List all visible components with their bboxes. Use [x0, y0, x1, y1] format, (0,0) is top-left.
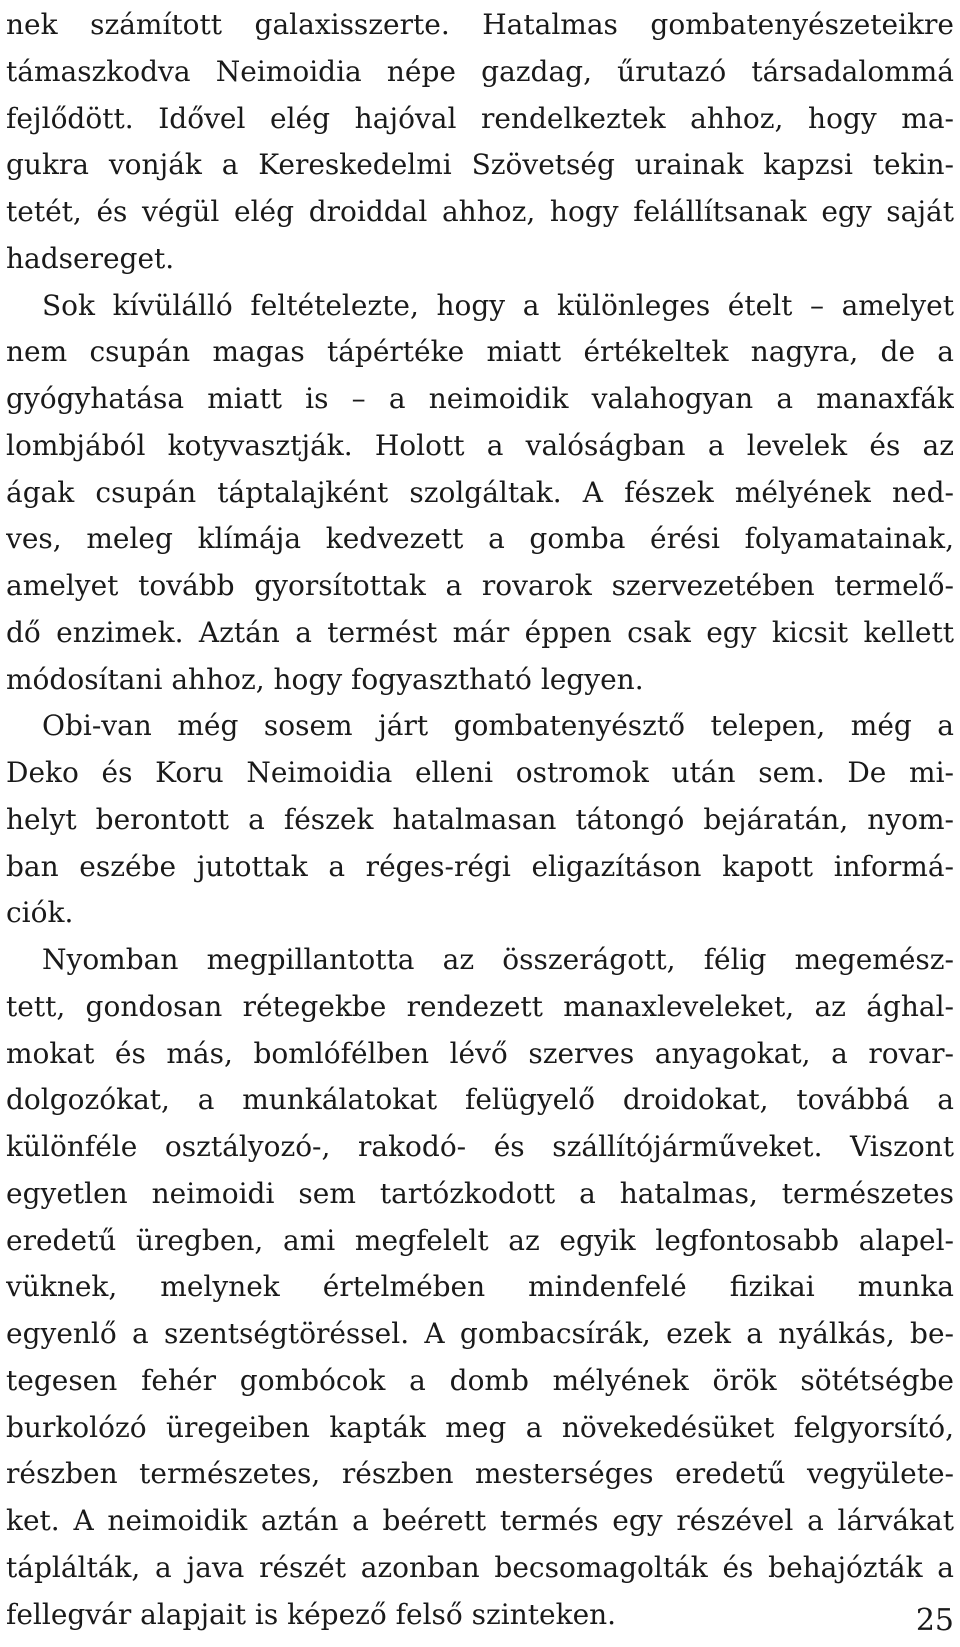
text-line: vüknek, melynek értelmében mindenfelé fizikai munka — [6, 1270, 954, 1304]
text-line: gyógyhatása miatt is – a neimoidik valahogyan a manaxfák — [6, 382, 954, 415]
text-line: Obi-van még sosem járt gombatenyésztő telepen, még a — [42, 709, 954, 743]
text-line: ves, meleg klímája kedvezett a gomba érési folyamatainak, — [6, 522, 954, 556]
text-line: dő enzimek. Aztán a termést már éppen csak egy kicsit kellett — [6, 615, 954, 649]
text-line: egyenlő a szentségtöréssel. A gombacsírák, ezek a nyálkás, be- — [6, 1317, 954, 1350]
text-line: fejlődött. Idővel elég hajóval rendelkeztek ahhoz, hogy ma- — [6, 101, 954, 135]
text-line: dolgozókat, a munkálatokat felügyelő droidokat, továbbá a — [6, 1083, 954, 1117]
page-number: 25 — [915, 1603, 954, 1638]
text-line: ciók. — [6, 896, 74, 930]
text-line: ágak csupán táptalajként szolgáltak. A fészek mélyének ned- — [6, 475, 954, 509]
text-line: nem csupán magas tápértéke miatt értékeltek nagyra, de a — [6, 335, 954, 369]
text-line: tett, gondosan rétegekbe rendezett manaxleveleket, az ághal- — [6, 989, 954, 1023]
text-line: táplálták, a java részét azonban becsomagolták és behajózták a — [6, 1550, 954, 1584]
text-line: ket. A neimoidik aztán a beérett termés egy részével a lárvákat — [6, 1504, 954, 1537]
text-line: támaszkodva Neimoidia népe gazdag, űrutazó társadalommá — [6, 54, 954, 88]
text-line: Deko és Koru Neimoidia elleni ostromok után sem. De mi- — [6, 756, 954, 789]
body-text — [6, 2, 954, 1638]
text-line: tetét, és végül elég droiddal ahhoz, hogy felállítsanak egy saját — [6, 195, 954, 228]
text-line: helyt berontott a fészek hatalmasan tátongó bejáratán, nyom- — [6, 802, 954, 836]
text-line: fellegvár alapjait is képező felső szinteken. — [6, 1597, 617, 1631]
text-line: módosítani ahhoz, hogy fogyasztható legyen. — [6, 662, 644, 696]
text-line: egyetlen neimoidi sem tartózkodott a hatalmas, természetes — [6, 1176, 954, 1210]
text-line: gukra vonják a Kereskedelmi Szövetség urainak kapzsi tekin- — [6, 148, 954, 182]
text-line: burkolózó üregeiben kapták meg a növekedésüket felgyorsító, — [6, 1410, 954, 1444]
text-line: tegesen fehér gombócok a domb mélyének örök sötétségbe — [6, 1363, 954, 1397]
text-line: Nyomban megpillantotta az összerágott, félig megemész- — [42, 943, 954, 976]
text-line: nek számított galaxisszerte. Hatalmas gombatenyészeteikre — [6, 8, 954, 41]
text-line: Sok kívülálló feltételezte, hogy a különleges ételt – amelyet — [42, 288, 954, 322]
text-line: mokat és más, bomlófélben lévő szerves anyagokat, a rovar- — [6, 1036, 954, 1070]
text-line: különféle osztályozó-, rakodó- és szállítójárműveket. Viszont — [6, 1130, 954, 1163]
text-line: ban eszébe jutottak a réges-régi eligazításon kapott informá- — [6, 849, 954, 883]
text-line: eredetű üregben, ami megfelelt az egyik legfontosabb alapel- — [6, 1223, 954, 1257]
text-line: hadsereget. — [6, 241, 175, 275]
text-line: lombjából kotyvasztják. Holott a valóságban a levelek és az — [6, 428, 954, 462]
text-line: amelyet tovább gyorsítottak a rovarok szervezetében termelő- — [6, 569, 954, 602]
text-line: részben természetes, részben mesterséges eredetű vegyülete- — [6, 1457, 954, 1491]
